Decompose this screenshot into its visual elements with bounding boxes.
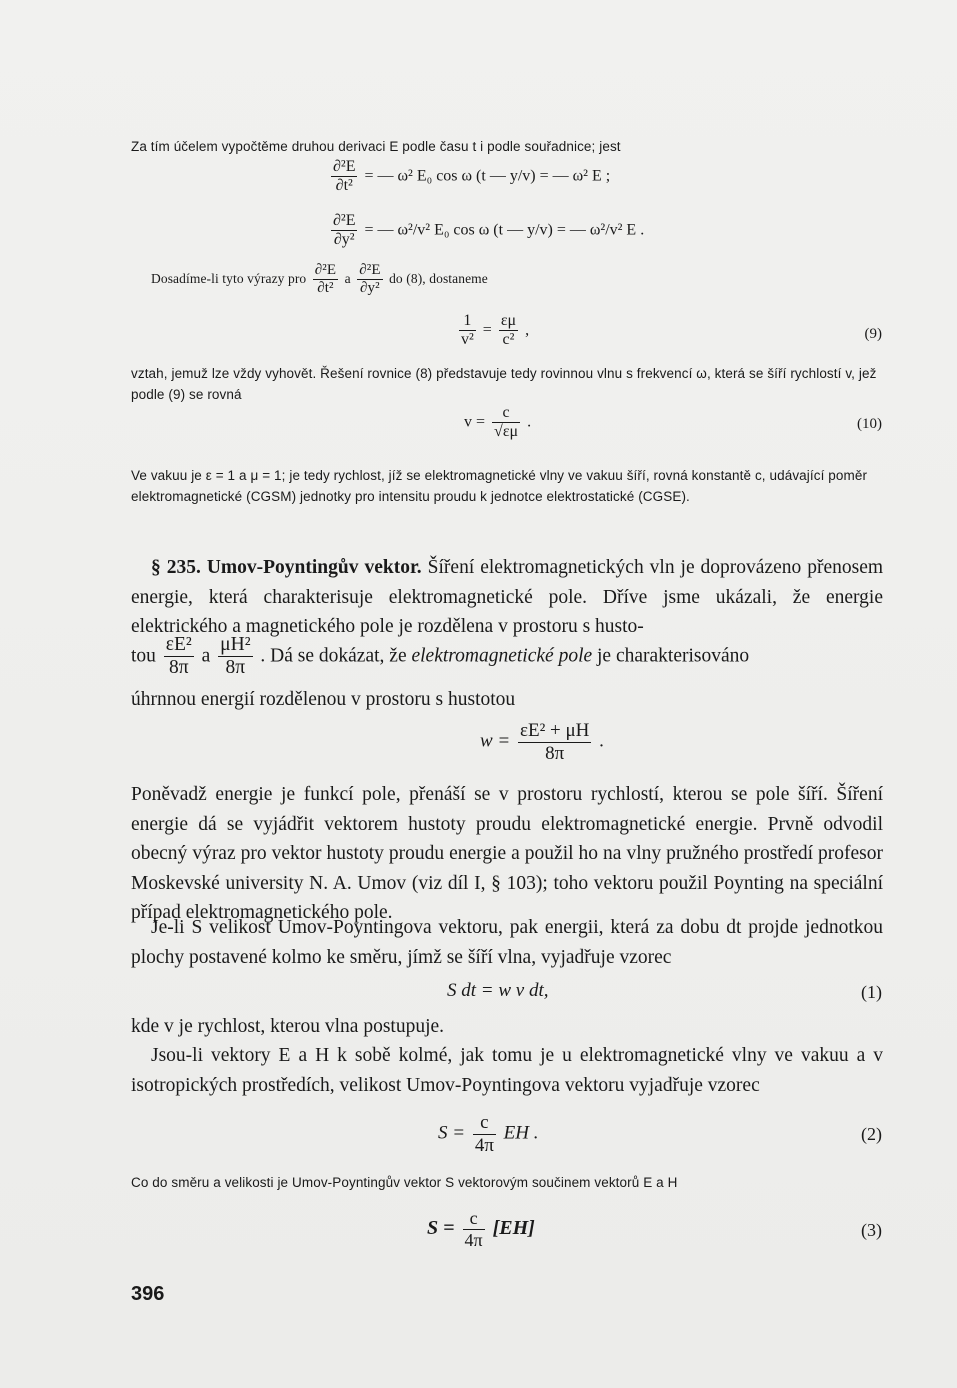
equation-number-9: (9) xyxy=(864,326,882,342)
equation-lhs: v = xyxy=(464,413,486,431)
numerator: ∂²E xyxy=(333,212,356,229)
section-number: § 235. xyxy=(151,557,201,578)
text-total-energy: úhrnnou energií rozdělenou v prostoru s hustotou xyxy=(131,689,516,710)
where-text: kde v je rychlost, kterou vlna postupuje. xyxy=(131,1016,445,1037)
text-proof: . Dá se dokázat, že xyxy=(260,645,407,667)
vectors-paragraph xyxy=(131,1041,883,1100)
relation-text: vztah, jemuž lze vždy vyhovět. Řešení rovnice (8) představuje tedy rovinnou vlnu s frekvencí ω, která se šíří rychlostí v, jež podle (9) se rovná xyxy=(131,366,877,402)
relation-paragraph xyxy=(131,363,883,405)
section-paragraph-1 xyxy=(131,553,883,642)
denominator: c² xyxy=(499,330,518,349)
substitute-mid: a xyxy=(344,270,351,286)
numerator: εE² xyxy=(165,634,192,655)
equation-number-2: (2) xyxy=(861,1124,882,1144)
text-a: a xyxy=(201,645,211,667)
numerator: c xyxy=(469,1208,478,1228)
denominator: ∂t² xyxy=(331,176,357,195)
denominator: ∂y² xyxy=(331,230,357,249)
equation-space-derivative xyxy=(328,212,644,250)
equation-tail: [EH] xyxy=(492,1216,535,1239)
equals: = xyxy=(482,321,492,339)
direction-text: Co do směru a velikosti je Umov-Poyntingův vektor S vektorovým součinem vektorů E a H xyxy=(131,1175,678,1190)
equation-w xyxy=(480,720,604,765)
numerator: ∂²E xyxy=(333,158,356,175)
numerator: ∂²E xyxy=(314,262,337,278)
comma: , xyxy=(525,321,530,339)
equation-tail: EH . xyxy=(503,1122,539,1144)
intro-line: Za tím účelem vypočtěme druhou derivaci E podle času t i podle souřadnice; jest xyxy=(131,139,621,154)
equation-3 xyxy=(427,1208,535,1250)
denominator: ∂t² xyxy=(313,279,338,297)
equation-rhs: = — ω² E₀ cos ω (t — y/v) = — ω² E ; xyxy=(364,167,611,185)
fraction xyxy=(499,312,518,350)
s-magnitude-text: Je-li S velikost Umov-Poyntingova vektoru, pak energii, která za dobu dt projde jednotkou plochy postavené kolmo ke směru, jímž se šíří vlna, vyjadřuje vzorec xyxy=(131,917,883,968)
denominator: √εμ xyxy=(494,423,519,441)
direction-paragraph xyxy=(131,1172,883,1193)
denominator: 8π xyxy=(218,656,252,679)
vacuum-text: Ve vakuu je ε = 1 a μ = 1; je tedy rychlost, jíž se elektromagnetické vlny ve vakuu šíří, rovná konstantě c, udávající poměr elektromagnetické (CGSM) jednotky pro intensitu proudu k jednotce elektrostatické (CGSE). xyxy=(131,468,868,504)
numerator: c xyxy=(480,1112,489,1133)
equation-9 xyxy=(456,312,529,350)
where-paragraph xyxy=(131,1012,883,1042)
section-text-1: Šíření elektromagnetických vln je doprovázeno přenosem energie, která charakterisuje elektromagnetické pole. Dříve jsme ukázali, že energie elektrického a magnetického pole je rozdělena v prostoru s husto- xyxy=(131,557,884,637)
equation-rhs: = — ω²/v² E₀ cos ω (t — y/v) = — ω²/v² E . xyxy=(364,221,645,239)
equation-number-3: (3) xyxy=(861,1220,882,1240)
equation-2 xyxy=(438,1112,539,1157)
substitution-line xyxy=(151,262,488,298)
numerator: εE² + μH xyxy=(520,720,590,741)
section-235 xyxy=(131,553,883,642)
denominator: 4π xyxy=(474,1134,494,1156)
equation-1: S dt = w v dt, xyxy=(447,980,549,1001)
vacuum-paragraph xyxy=(131,465,883,507)
s-magnitude-paragraph xyxy=(131,913,883,972)
italic-em-field: elektromagnetické pole xyxy=(411,645,593,667)
numerator: c xyxy=(502,404,510,421)
fraction-electric xyxy=(164,634,194,680)
equation-time-derivative xyxy=(328,158,610,196)
numerator: εμ xyxy=(500,312,517,329)
fraction xyxy=(463,1208,485,1250)
denominator: v² xyxy=(461,331,474,349)
text-characterised: je charakterisováno xyxy=(597,645,750,667)
substitute-after: do (8), dostaneme xyxy=(389,270,488,286)
equation-number-10: (10) xyxy=(857,416,882,432)
fraction xyxy=(518,720,591,765)
page-number: 396 xyxy=(131,1283,165,1305)
equation-number-1: (1) xyxy=(861,982,882,1002)
intro-text xyxy=(131,136,883,157)
vectors-text: Jsou-li vektory E a H k sobě kolmé, jak tomu je u elektromagnetické vlny ve vakuu a v isotropických prostředích, velikost Umov-Poyntingova vektoru vyjadřuje vzorec xyxy=(131,1045,883,1096)
equation-lhs: S = xyxy=(427,1216,455,1239)
numerator: μH² xyxy=(220,634,251,655)
energy-paragraph xyxy=(131,780,883,928)
substitute-before: Dosadíme-li tyto výrazy pro xyxy=(151,270,307,286)
equation-10 xyxy=(464,404,531,442)
denominator: 8π xyxy=(518,742,591,765)
text-tou: tou xyxy=(131,645,156,667)
section-title: Umov-Poyntingův vektor. xyxy=(206,557,422,578)
fraction xyxy=(313,262,338,298)
denominator: 8π xyxy=(164,656,194,679)
fraction-magnetic xyxy=(218,634,252,680)
equation-lhs: S = xyxy=(438,1122,466,1144)
numerator: ∂²E xyxy=(359,262,381,278)
fraction xyxy=(331,158,357,196)
equation-lhs: w = xyxy=(480,730,511,752)
energy-text: Poněvadž energie je funkcí pole, přenáší se v prostoru rychlostí, kterou se pole šíří. Šíření energie dá se vyjádřit vektorem hustoty proudu elektromagnetické energie. Prvně odvodil obecný výraz pro vektor hustoty proudu energie a použil ho na vlny pružného prostředí profesor Moskevské university N. A. Umov (viz díl I, § 103); toho vektoru použil Poynting na speciální případ elektromagnetického pole. xyxy=(131,784,883,923)
fraction xyxy=(473,1112,496,1157)
denominator: 4π xyxy=(464,1229,483,1250)
density-line xyxy=(131,634,749,680)
equation-tail: . xyxy=(599,730,604,752)
fraction xyxy=(331,212,357,250)
fraction xyxy=(459,312,476,350)
denominator: ∂y² xyxy=(357,279,382,297)
fraction xyxy=(357,262,382,298)
fraction xyxy=(492,404,520,442)
total-energy-line xyxy=(131,685,883,715)
period: . xyxy=(527,413,532,431)
numerator: 1 xyxy=(463,312,472,329)
